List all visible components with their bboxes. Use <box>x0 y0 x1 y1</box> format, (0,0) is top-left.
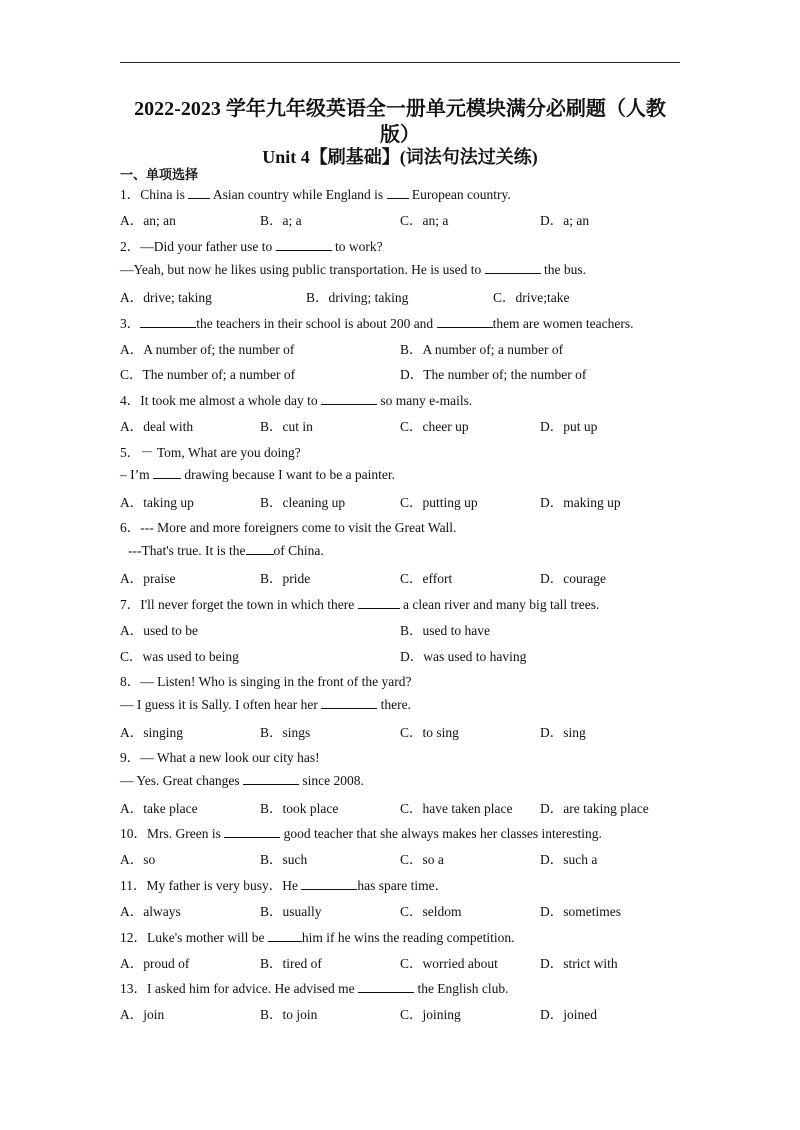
option-11b: B．usually <box>260 904 322 919</box>
option-3c: C．The number of; a number of <box>120 367 296 382</box>
doc-title-line1: 2022-2023 学年九年级英语全一册单元模块满分必刷题（人教 <box>134 98 666 120</box>
option-1d: D．a; an <box>540 213 590 228</box>
question-6-stem: 6．--- More and more foreigners come to visit the Great Wall. <box>120 520 457 535</box>
option-11c: C．seldom <box>400 904 462 919</box>
option-11a: A．always <box>120 904 181 919</box>
question-11-stem: 11．My father is very busy．He has spare time． <box>120 878 449 893</box>
option-2a: A．drive; taking <box>120 290 212 305</box>
option-5c: C．putting up <box>400 495 478 510</box>
option-2c: C．drive;take <box>493 290 570 305</box>
option-5d: D．making up <box>540 495 621 510</box>
question-6-stem-reply: ---That's true. It is the of China. <box>128 543 324 558</box>
option-10d: D．such a <box>540 852 598 867</box>
option-12b: B．tired of <box>260 956 322 971</box>
option-12a: A．proud of <box>120 956 190 971</box>
option-9c: C．have taken place <box>400 801 513 816</box>
question-1-stem: 1．China is Asian country while England is European country. <box>120 187 511 202</box>
question-12-stem: 12．Luke's mother will be him if he wins the reading competition. <box>120 930 515 945</box>
option-10c: C．so a <box>400 852 444 867</box>
doc-subtitle: Unit 4【刷基础】(词法句法过关练) <box>262 147 538 167</box>
option-5a: A．taking up <box>120 495 194 510</box>
option-13a: A．join <box>120 1007 165 1022</box>
option-4d: D．put up <box>540 419 598 434</box>
option-7d: D．was used to having <box>400 649 527 664</box>
question-5-stem: 5．－ Tom, What are you doing? <box>120 445 301 460</box>
question-8-stem: 8．— Listen! Who is singing in the front of the yard? <box>120 674 412 689</box>
option-6d: D．courage <box>540 571 606 586</box>
option-1c: C．an; a <box>400 213 449 228</box>
option-1a: A．an; an <box>120 213 176 228</box>
option-5b: B．cleaning up <box>260 495 346 510</box>
question-2-stem: 2．—Did your father use to to work? <box>120 239 383 254</box>
option-6c: C．effort <box>400 571 453 586</box>
option-12c: C．worried about <box>400 956 498 971</box>
question-8-stem-reply: — I guess it is Sally. I often hear her there. <box>120 697 411 712</box>
option-4b: B．cut in <box>260 419 313 434</box>
question-5-stem-reply: – I’m drawing because I want to be a painter. <box>120 467 396 482</box>
option-9b: B．took place <box>260 801 339 816</box>
option-8c: C．to sing <box>400 725 459 740</box>
option-13b: B．to join <box>260 1007 318 1022</box>
option-7c: C．was used to being <box>120 649 239 664</box>
question-2-stem-reply: —Yeah, but now he likes using public transportation. He is used to the bus. <box>120 262 586 277</box>
header-rule <box>120 62 680 63</box>
option-6a: A．praise <box>120 571 176 586</box>
option-13c: C．joining <box>400 1007 461 1022</box>
option-10a: A．so <box>120 852 156 867</box>
section-heading: 一、单项选择 <box>120 168 199 183</box>
option-1b: B．a; a <box>260 213 302 228</box>
option-3d: D．The number of; the number of <box>400 367 587 382</box>
option-8d: D．sing <box>540 725 586 740</box>
question-7-stem: 7．I'll never forget the town in which there a clean river and many big tall trees. <box>120 597 600 612</box>
question-10-stem: 10．Mrs. Green is good teacher that she always makes her classes interesting. <box>120 826 602 841</box>
option-8a: A．singing <box>120 725 184 740</box>
doc-title-line2: 版） <box>380 124 420 146</box>
option-12d: D．strict with <box>540 956 618 971</box>
option-9d: D．are taking place <box>540 801 649 816</box>
option-7a: A．used to be <box>120 623 198 638</box>
option-7b: B．used to have <box>400 623 490 638</box>
option-13d: D．joined <box>540 1007 597 1022</box>
option-9a: A．take place <box>120 801 198 816</box>
question-4-stem: 4．It took me almost a whole day to so many e-mails. <box>120 393 473 408</box>
option-3a: A．A number of; the number of <box>120 342 295 357</box>
option-10b: B．such <box>260 852 308 867</box>
option-11d: D．sometimes <box>540 904 621 919</box>
option-6b: B．pride <box>260 571 311 586</box>
option-4a: A．deal with <box>120 419 194 434</box>
option-2b: B．driving; taking <box>306 290 409 305</box>
option-3b: B．A number of; a number of <box>400 342 564 357</box>
question-9-stem-reply: — Yes. Great changes since 2008. <box>120 773 364 788</box>
question-9-stem: 9．— What a new look our city has! <box>120 750 320 765</box>
option-4c: C．cheer up <box>400 419 469 434</box>
option-8b: B．sings <box>260 725 311 740</box>
question-3-stem: 3． the teachers in their school is about 200 and them are women teachers. <box>120 316 634 331</box>
question-13-stem: 13．I asked him for advice. He advised me the English club. <box>120 981 509 996</box>
